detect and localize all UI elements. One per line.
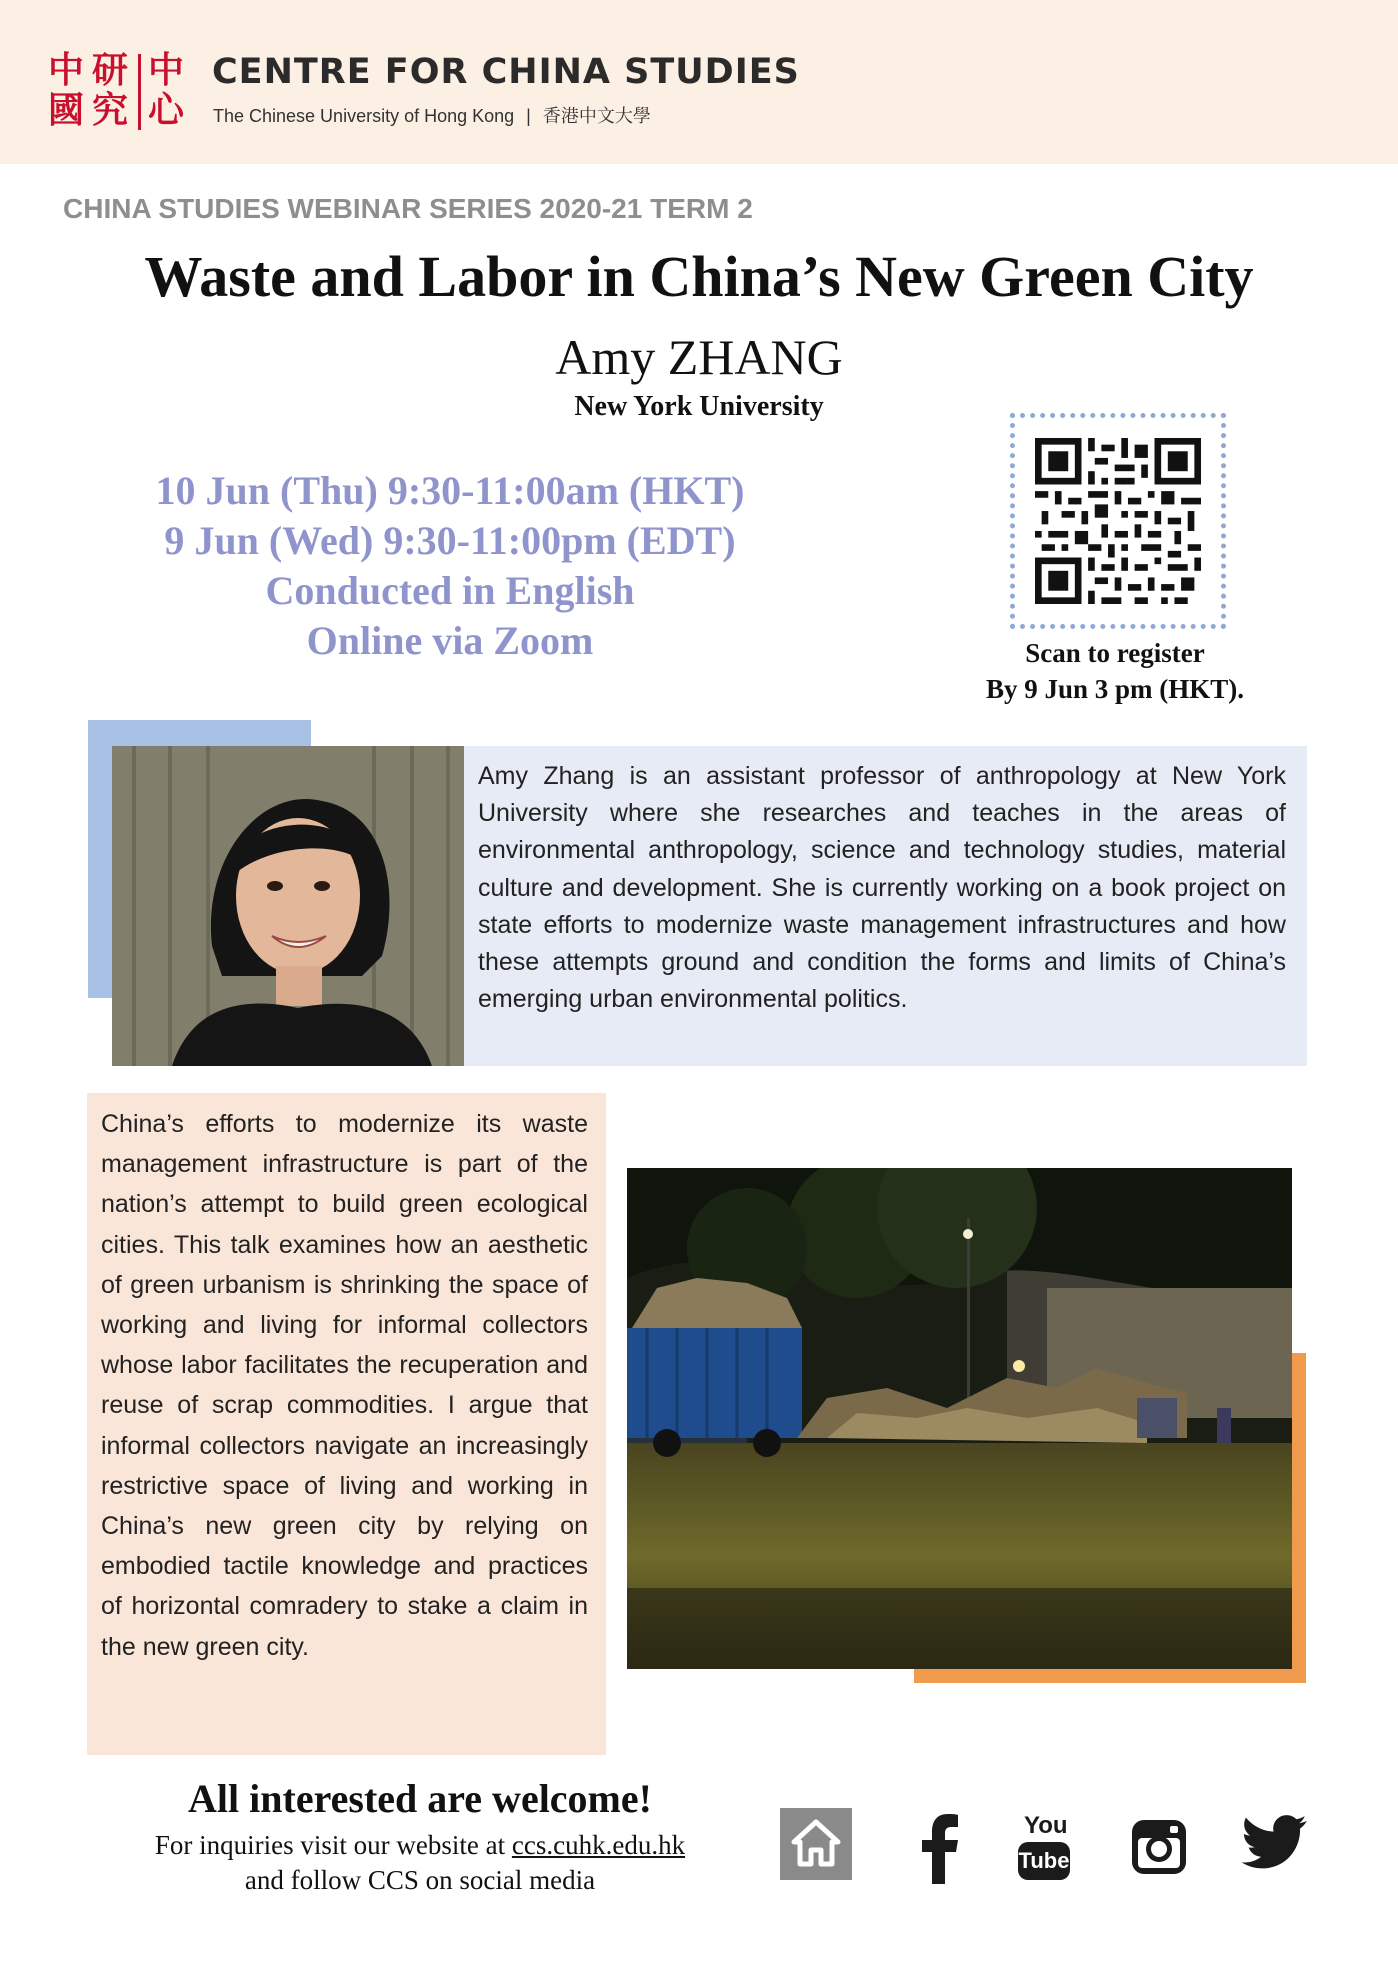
time-hkt: 10 Jun (Thu) 9:30-11:00am (HKT) — [155, 468, 745, 513]
event-details — [100, 466, 800, 666]
instagram-link[interactable] — [1128, 1808, 1190, 1888]
qr-code-icon — [1035, 438, 1201, 604]
logo-char: 國 — [47, 89, 84, 131]
logo-char: 心 — [147, 89, 184, 131]
qr-caption — [940, 635, 1290, 707]
event-title: Waste and Labor in China’s New Green City — [144, 244, 1254, 309]
speaker-bio: Amy Zhang is an assistant professor of anthropology at New York University where she researches and teaches in the areas of environmental anthropology, science and technology studies, material culture and development. She is currently working on a book project on state efforts to modernize waste management infrastructures and how these attempts ground and condition the forms and limits of China’s emerging urban environmental politics. — [478, 762, 1286, 1014]
facebook-icon — [910, 1808, 970, 1888]
home-button[interactable] — [780, 1808, 852, 1880]
talk-abstract: China’s efforts to modernize its waste management infrastructure is part of the nation’s attempt to build green ecological cities. This talk examines how an aesthetic of green urbanism is shrinking the space of working and living for informal collectors whose labor facilitates the recuperation and reuse of scrap commodities. I argue that informal collectors navigate an increasingly restrictive space of living and working in China’s new green city by relying on embodied tactile knowledge and practices of horizontal comradery to stake a claim in the new green city. — [101, 1110, 588, 1661]
university-name: The Chinese University of Hong Kong — [213, 106, 515, 126]
header-banner — [0, 0, 1398, 164]
inquiry-note — [60, 1828, 780, 1898]
welcome-message: All interested are welcome! — [188, 1776, 652, 1821]
waste-collection-photo — [627, 1168, 1292, 1669]
logo-char: 中 — [47, 49, 84, 91]
twitter-link[interactable] — [1242, 1808, 1314, 1888]
venue-note: Online via Zoom — [306, 618, 594, 663]
logo-char: 研 — [91, 49, 128, 91]
instagram-icon — [1128, 1808, 1190, 1888]
separator: | — [526, 106, 531, 126]
follow-line: and follow CCS on social media — [244, 1865, 596, 1895]
logo-divider — [138, 54, 141, 130]
speaker-affiliation: New York University — [574, 391, 824, 422]
registration-qr-code[interactable] — [1010, 413, 1226, 629]
youtube-top-label: You — [1024, 1812, 1068, 1839]
youtube-bottom-label: Tube — [1018, 1842, 1070, 1880]
twitter-icon — [1242, 1808, 1314, 1888]
time-edt: 9 Jun (Wed) 9:30-11:00pm (EDT) — [164, 518, 736, 563]
org-subtitle — [213, 102, 651, 128]
scan-to-register: Scan to register — [1025, 638, 1205, 668]
university-chinese: 香港中文大學 — [542, 106, 651, 126]
speaker-photo — [112, 746, 464, 1066]
logo-char: 究 — [91, 89, 128, 131]
org-name: CENTRE FOR CHINA STUDIES — [212, 52, 800, 92]
youtube-icon — [1018, 1808, 1078, 1888]
registration-deadline: By 9 Jun 3 pm (HKT). — [985, 674, 1245, 704]
website-link[interactable]: ccs.cuhk.edu.hk — [511, 1830, 686, 1860]
speaker-name: Amy ZHANG — [555, 329, 843, 385]
inquiry-line — [60, 1828, 780, 1863]
inquiry-prefix: For inquiries visit our website at — [154, 1830, 512, 1860]
logo-char: 中 — [147, 49, 184, 91]
facebook-link[interactable] — [910, 1808, 970, 1888]
language-note: Conducted in English — [265, 568, 635, 613]
series-label: CHINA STUDIES WEBINAR SERIES 2020-21 TERM 2 — [63, 193, 753, 224]
home-icon — [780, 1808, 852, 1880]
youtube-link[interactable] — [1018, 1808, 1078, 1888]
ccs-logo — [44, 50, 188, 132]
